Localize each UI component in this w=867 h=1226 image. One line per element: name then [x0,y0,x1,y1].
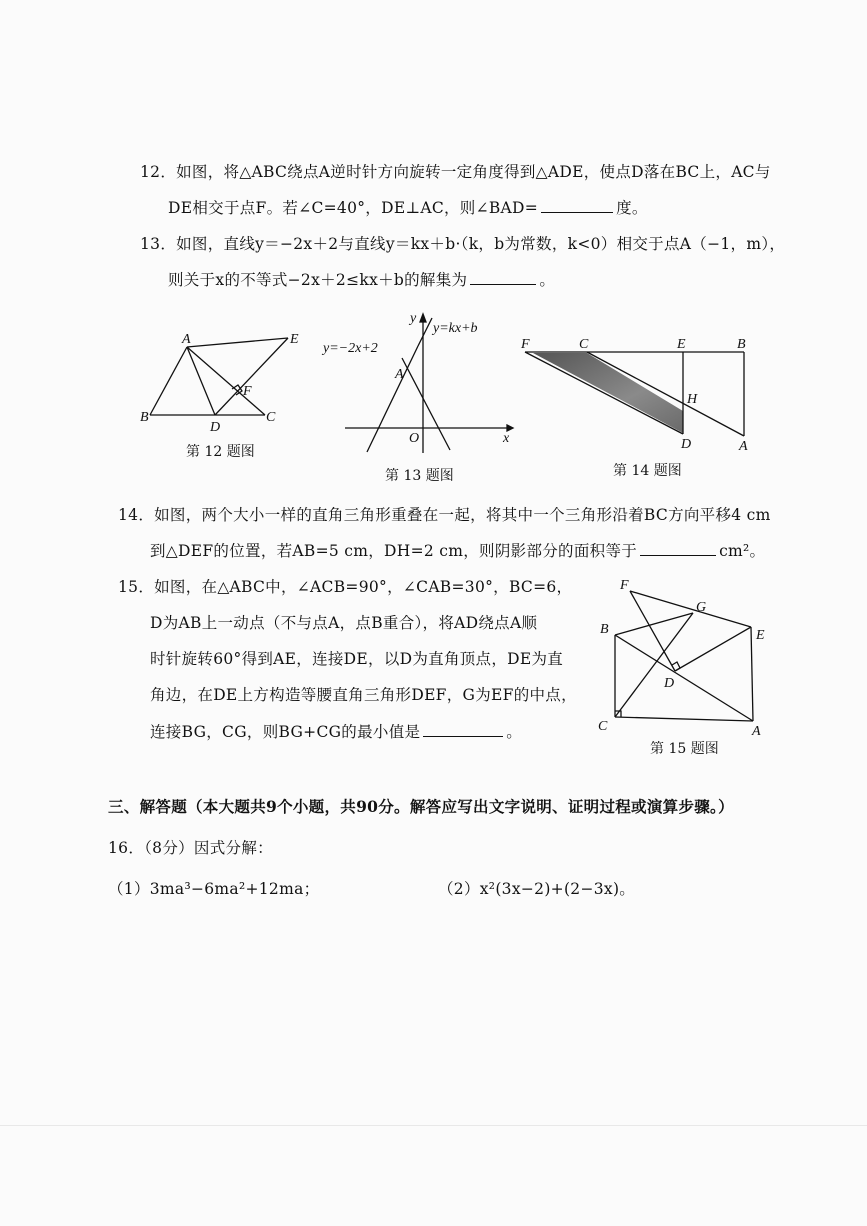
fig13-label-line2: y=kx+b [433,321,478,336]
fig14-label-H: H [687,392,698,407]
fig12-caption: 第 12 题图 [186,444,255,460]
fig14-label-F: F [521,337,530,352]
fig15-segment-FE [630,591,751,627]
q14-answer-blank[interactable] [640,540,716,556]
q14-line1: 14．如图，两个大小一样的直角三角形重叠在一起，将其中一个三角形沿着BC方向平移4 cm [118,506,771,524]
fig13-label-A: A [395,367,404,382]
fig13-label-y: y [410,311,417,326]
q12-line1: 12．如图，将△ABC绕点A逆时针方向旋转一定角度得到△ADE，使点D落在BC上，AC与 [140,163,771,181]
fig12-label-D: D [210,420,221,435]
fig12-segment-AE [187,338,288,347]
figure-15 [590,575,770,740]
fig15-segment-AE [751,627,753,721]
fig15-label-C: C [598,719,608,734]
q12-line2-text: DE相交于点F。若∠C=40°，DE⊥AC，则∠BAD= [168,199,539,217]
fig15-label-F: F [620,578,629,593]
fig15-caption: 第 15 题图 [650,741,719,757]
fig15-label-G: G [696,600,707,615]
q15-line1: 15．如图，在△ABC中，∠ACB=90°，∠CAB=30°，BC=6， [118,578,573,596]
q15-line5 [150,720,522,742]
q13-line2-end: 。 [539,271,556,289]
q15-line4: 角边，在DE上方构造等腰直角三角形DEF，G为EF的中点， [150,686,577,704]
q12-line2 [168,196,648,218]
fig14-shaded-region [533,353,683,433]
q12-answer-blank[interactable] [541,197,613,213]
figure-14 [515,328,765,453]
fig13-y-arrow [420,314,426,322]
q16-part1: （1）3ma³−6ma²+12ma； [108,880,320,898]
fig15-label-D: D [664,676,675,691]
fig15-label-B: B [600,622,609,637]
fig15-segment-BA [615,635,753,721]
fig15-segment-DE [675,627,751,671]
fig12-segment-AD [187,347,215,415]
fig12-label-C: C [266,410,276,425]
fig12-label-F: F [243,384,252,399]
fig12-segment-AC [187,347,265,415]
fig14-label-E: E [677,337,686,352]
fig15-label-E: E [756,628,765,643]
q15-line5-end: 。 [506,723,523,741]
fig15-label-A: A [752,724,761,739]
q13-answer-blank[interactable] [470,269,536,285]
fig15-segment-CA [615,717,753,721]
q14-line2-text: 到△DEF的位置，若AB=5 cm，DH=2 cm，则阴影部分的面积等于 [150,542,638,560]
fig12-label-E: E [290,332,299,347]
q13-line2 [168,268,555,290]
q15-answer-blank[interactable] [423,721,503,737]
q15-line2: D为AB上一动点（不与点A，点B重合），将AD绕点A顺 [150,614,538,632]
figure-12 [130,325,310,435]
q14-line2-unit: cm²。 [719,542,766,560]
fig14-label-A: A [739,439,748,453]
q14-line2 [150,539,765,561]
fig12-label-A: A [182,332,191,347]
q16-title: 16．（8分）因式分解： [108,839,273,857]
q13-line1: 13．如图，直线y＝−2x＋2与直线y＝kx＋b·（k，b为常数，k<0）相交于点A（−1，m）， [140,235,786,253]
fig14-label-C: C [579,337,589,352]
fig15-segment-CG [615,613,693,717]
q15-line3: 时针旋转60°得到AE，连接DE，以D为直角顶点，DE为直 [150,650,564,668]
fig14-caption: 第 14 题图 [613,463,682,479]
fig12-label-B: B [140,410,149,425]
fig15-segment-BG [615,613,693,635]
fig13-caption: 第 13 题图 [385,468,454,484]
page-fold-divider [0,1125,867,1126]
fig14-label-B: B [737,337,746,352]
fig13-label-x: x [503,431,510,446]
figure-13 [315,308,525,458]
fig13-label-O: O [409,431,420,446]
section3-heading: 三、解答题（本大题共9个小题，共90分。解答应写出文字说明、证明过程或演算步骤。） [108,797,734,816]
q15-line5-text: 连接BG，CG，则BG+CG的最小值是 [150,723,421,741]
fig12-segment-AB [150,347,187,415]
q16-part2: （2）x²(3x−2)+(2−3x)。 [438,880,636,898]
q13-line2-text: 则关于x的不等式−2x＋2≤kx＋b的解集为 [168,271,468,289]
fig14-label-D: D [681,437,692,452]
q12-line2-unit: 度。 [616,199,648,217]
fig13-label-line1: y=−2x+2 [323,341,378,356]
